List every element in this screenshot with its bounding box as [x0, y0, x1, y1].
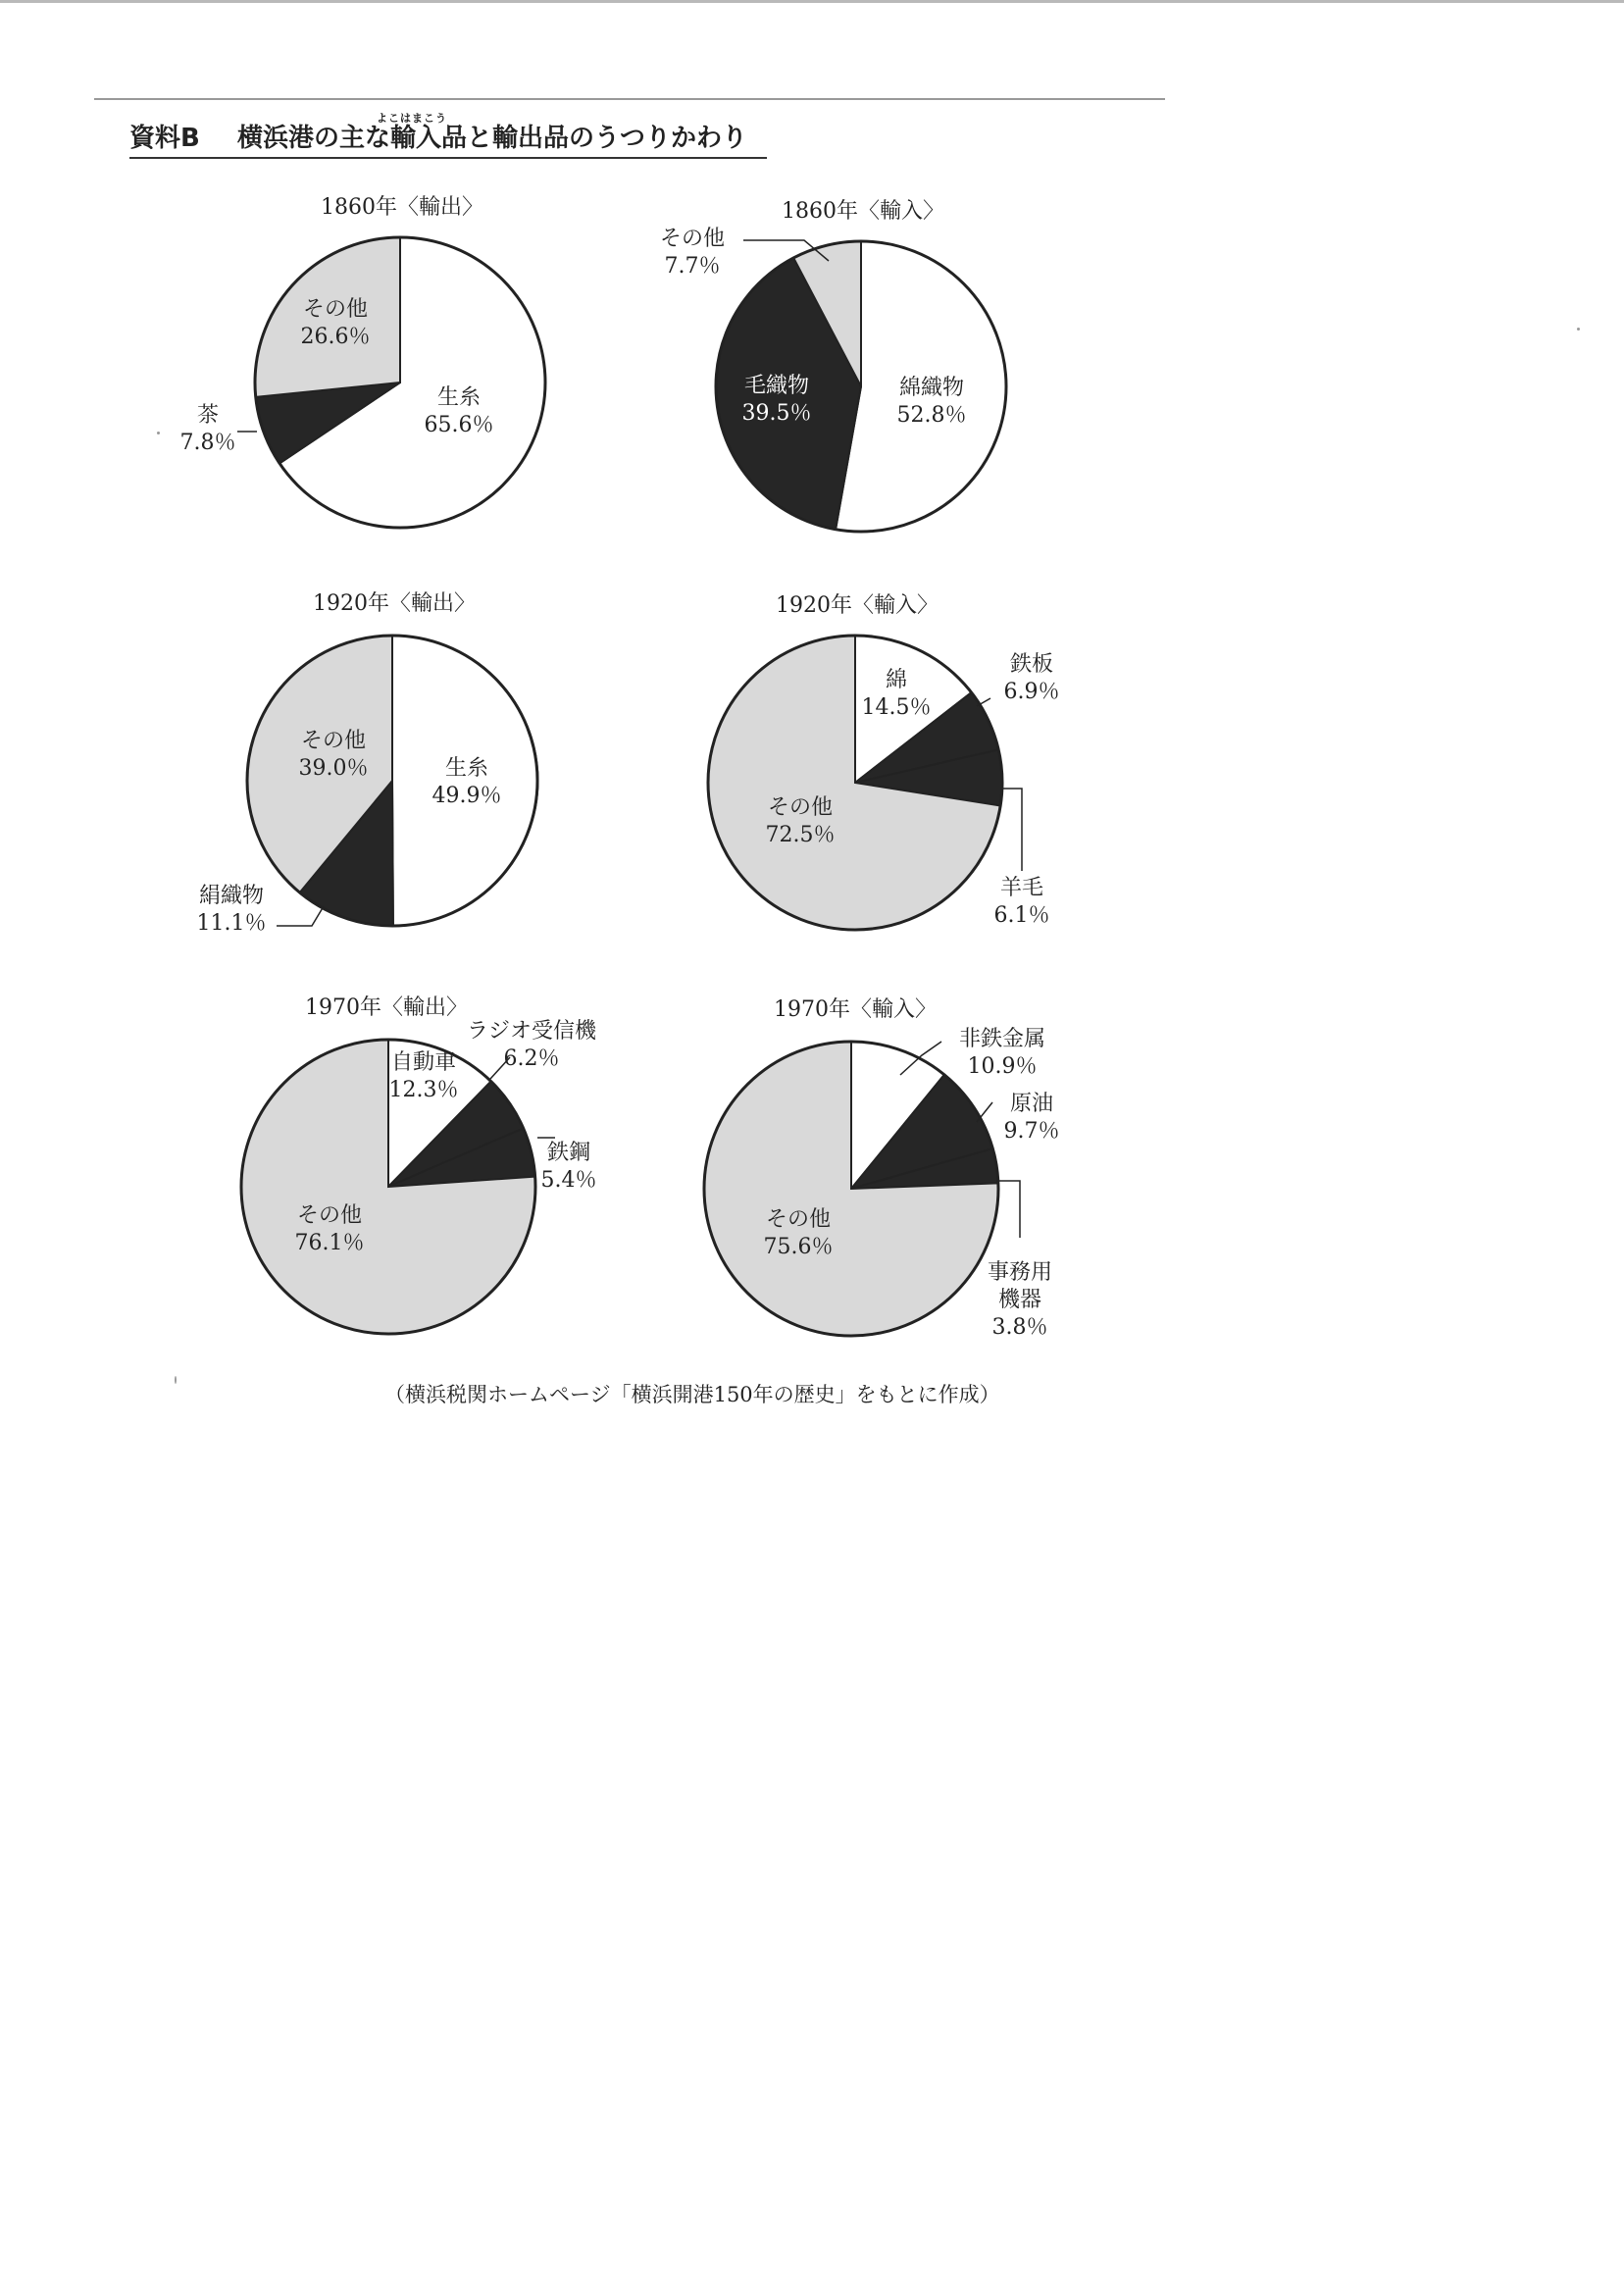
slice-label: その他 [302, 297, 369, 322]
slice-label: その他 [765, 1207, 832, 1232]
scan-speck [175, 1376, 177, 1384]
slice-label: ラジオ受信機 [466, 1019, 597, 1044]
chart-title: 1860年〈輸出〉 [321, 195, 483, 220]
slice-value-label: 7.7％ [664, 254, 721, 279]
chart-title: 1970年〈輸入〉 [774, 997, 937, 1022]
slice-label: 茶 [196, 403, 220, 428]
document-title: 横浜港の主な輸入品と輸出品のうつりかわり [237, 124, 748, 153]
slice-value-label: 65.6％ [424, 413, 494, 437]
slice-label: その他 [767, 795, 834, 820]
slice-value-label: 39.5％ [741, 401, 812, 426]
slice-value-label: 26.6％ [300, 325, 371, 349]
slice-label: 生糸 [444, 756, 489, 781]
slice-value-label: 75.6％ [763, 1235, 834, 1259]
slice-value-label: 52.8％ [896, 403, 967, 428]
slice-label: その他 [659, 227, 726, 251]
slice-value-label: 76.1％ [294, 1231, 365, 1255]
scan-speck [157, 432, 160, 434]
chart-title: 1920年〈輸入〉 [776, 593, 939, 618]
slice-value-label: 39.0％ [298, 756, 369, 781]
slice-value-label: 11.1％ [196, 911, 267, 936]
title-ruby: よこはまこう [377, 112, 447, 125]
slice-label: 綿 [885, 668, 908, 692]
slice-label: 機器 [997, 1288, 1042, 1312]
slice-value-label: 6.1％ [993, 903, 1050, 928]
slice-label: 非鉄金属 [958, 1027, 1046, 1051]
slice-label: 鉄板 [1009, 652, 1054, 677]
chart-title: 1860年〈輸入〉 [782, 199, 944, 224]
slice-label: 毛織物 [743, 374, 810, 398]
slice-value-label: 10.9％ [967, 1054, 1038, 1079]
slice-value-label: 12.3％ [388, 1078, 459, 1102]
scan-speck [1577, 328, 1580, 331]
slice-label: その他 [300, 729, 367, 753]
slice-value-label: 5.4％ [540, 1168, 597, 1193]
slice-value-label: 6.2％ [503, 1046, 560, 1071]
slice-value-label: 14.5％ [861, 695, 932, 720]
slice-label: 絹織物 [198, 884, 265, 908]
slice-value-label: 7.8％ [179, 431, 236, 455]
material-label: 資料B [129, 124, 200, 153]
slice-label: 鉄鋼 [546, 1141, 591, 1165]
chart-title: 1920年〈輸出〉 [313, 591, 476, 616]
leader-line [1000, 789, 1022, 871]
slice-value-label: 9.7％ [1003, 1119, 1060, 1144]
slice-label: 生糸 [436, 385, 482, 410]
slice-value-label: 6.9％ [1003, 680, 1060, 704]
slice-label: 事務用 [987, 1260, 1053, 1285]
slice-label: 自動車 [390, 1050, 457, 1075]
slice-label: 原油 [1009, 1092, 1054, 1116]
leader-line [977, 1102, 992, 1122]
slice-value-label: 3.8％ [991, 1315, 1048, 1340]
source-note: （横浜税関ホームページ「横浜開港150年の歴史」をもとに作成） [384, 1383, 1000, 1406]
slice-label: その他 [296, 1203, 363, 1228]
slice-label: 綿織物 [898, 376, 965, 400]
slice-value-label: 49.9％ [431, 784, 502, 808]
leader-line [996, 1181, 1020, 1238]
slice-label: 羊毛 [999, 876, 1044, 900]
chart-title: 1970年〈輸出〉 [305, 995, 468, 1020]
leader-line [277, 906, 324, 926]
slice-value-label: 72.5％ [765, 823, 836, 847]
